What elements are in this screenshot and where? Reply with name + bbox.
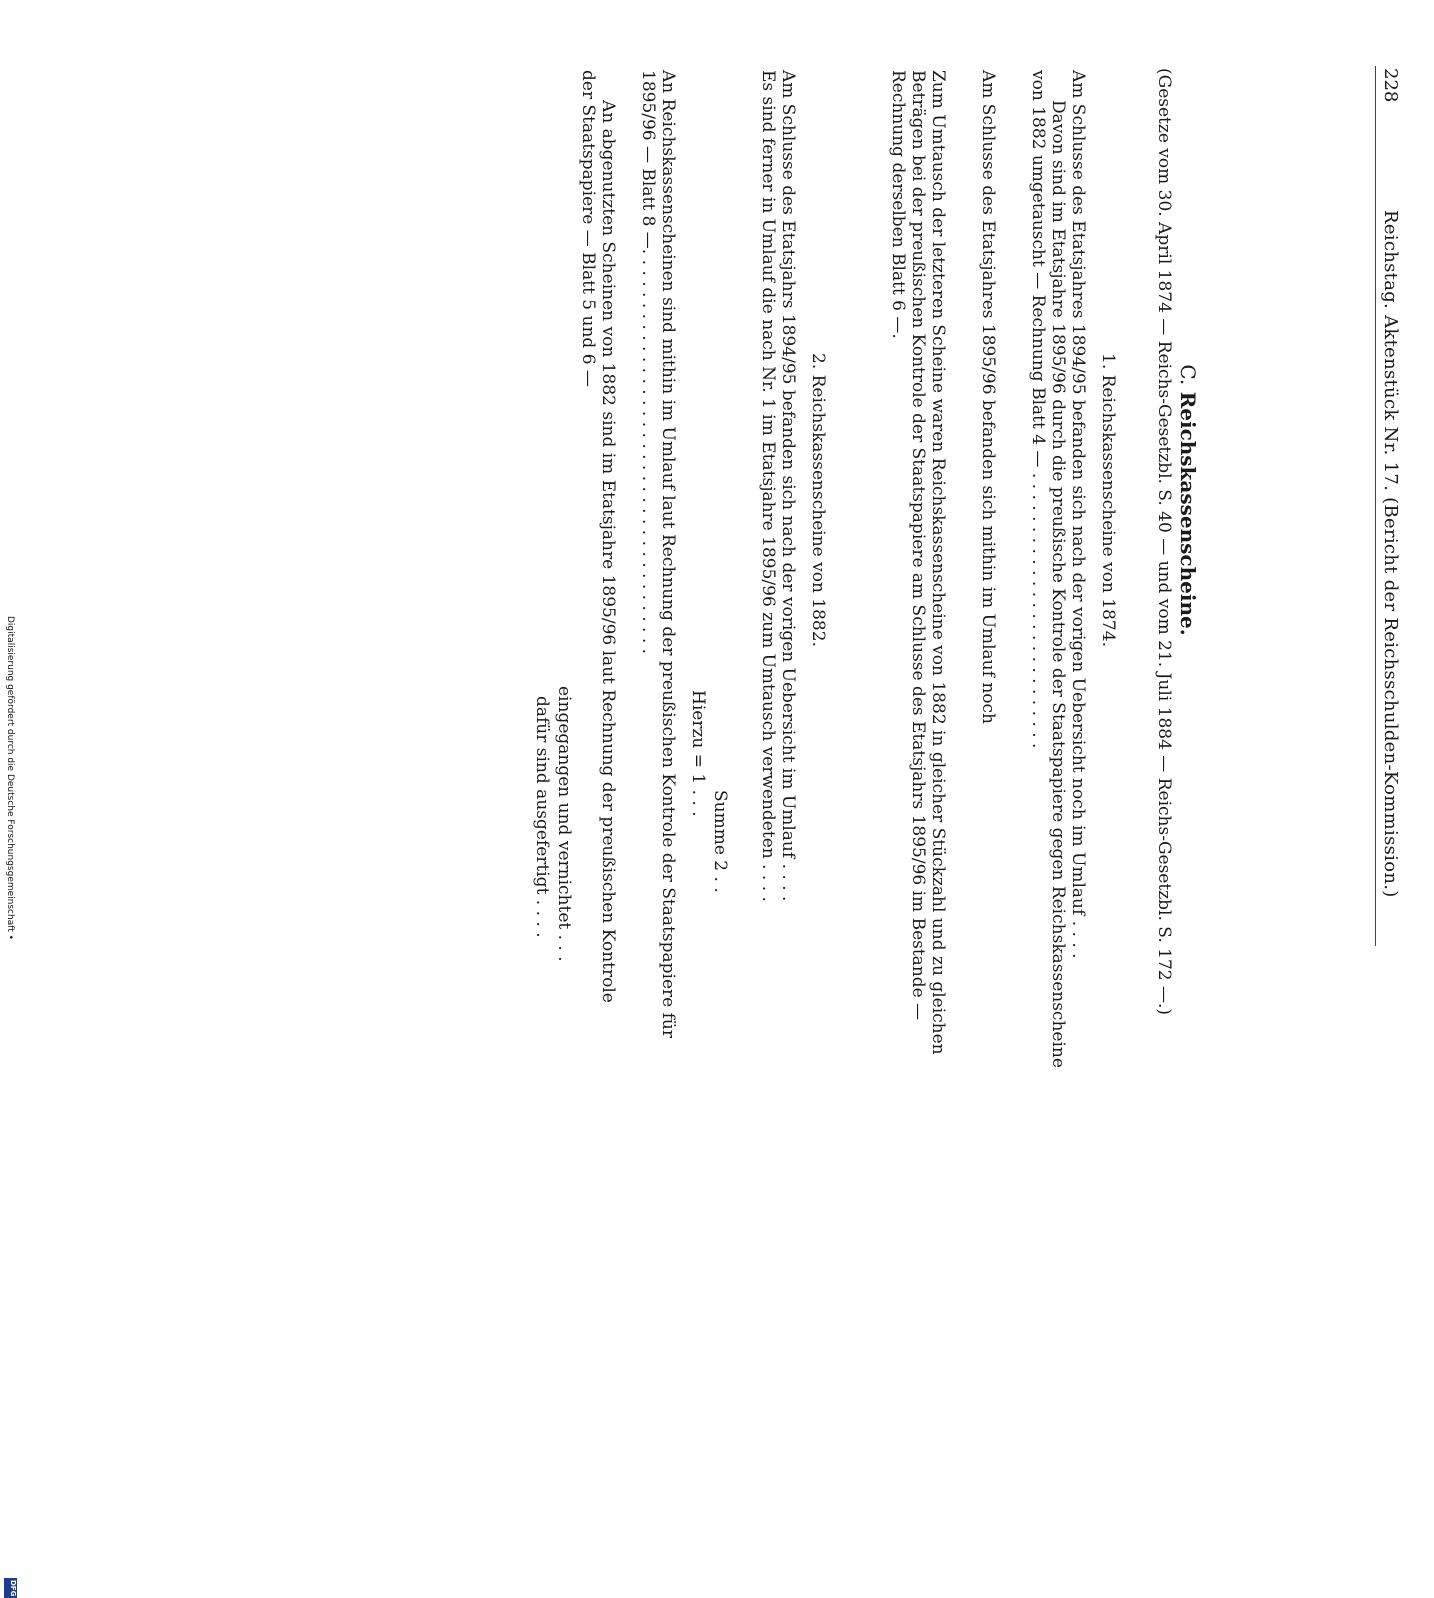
part2-heading: 2. Reichskassenscheine von 1882. <box>808 353 828 647</box>
part2-ausgefertigt: dafür sind ausgefertigt . . . . <box>532 696 552 938</box>
part2-hierzu: Hierzu = 1 . . . <box>688 690 708 817</box>
section-laws: (Gesetze vom 30. April 1874 — Reichs-Gesetzbl. S. 40 — und vom 21. Juli 1884 — Reichs-Gesetzbl. S. 172 —.) <box>1154 68 1174 1016</box>
digitization-footer <box>3 610 17 1597</box>
part1-para-4b: Beträgen bei der preußischen Kontrole der Staatspapiere am Schlusse des Etatsjahrs 1895/96 im Bestande — <box>908 70 928 1021</box>
header-rule <box>1375 66 1376 946</box>
section-title: Reichskassenscheine. <box>1176 391 1200 636</box>
part2-eingegangen: eingegangen und vernichtet . . . <box>554 686 574 962</box>
running-title: Reichstag. Aktenstück Nr. 17. (Bericht der Reichsschulden-Kommission.) <box>1380 210 1401 898</box>
section-heading <box>1178 0 1198 1000</box>
part2-para-1: Am Schlusse des Etatsjahrs 1894/95 befanden sich nach der vorigen Uebersicht im Umlauf . . . . <box>778 70 798 902</box>
footer-credit: Digitalisierung gefördert durch die Deutsche Forschungsgemeinschaft • <box>5 616 15 940</box>
part2-summe: Summe 2 . . <box>710 790 730 893</box>
part2-para-4a: An abgenutzten Scheinen von 1882 sind im Etatsjahre 1895/96 laut Rechnung der preußischen Kontrole <box>598 100 618 1003</box>
part1-para-4a: Zum Umtausch der letzteren Scheine waren Reichskassenscheine von 1882 in gleicher Stückzahl und zu gleichen <box>928 70 948 1055</box>
part1-para-2a: Davon sind im Etatsjahre 1895/96 durch die preußische Kontrole der Staatspapiere gegen Reichskassenscheine <box>1048 100 1068 1068</box>
part2-para-4b: der Staatspapiere — Blatt 5 und 6 — <box>578 70 598 387</box>
part1-para-4c: Rechnung derselben Blatt 6 —. <box>888 70 908 339</box>
part2-para-2: Es sind ferner in Umlauf die nach Nr. 1 im Etatsjahre 1895/96 zum Umtausch verwendeten . . . . <box>758 70 778 902</box>
dfg-logo: DFG <box>4 1578 17 1598</box>
part2-para-3a: An Reichskassenscheinen sind mithin im Umlauf laut Rechnung der preußischen Kontrole der Staatspapiere für <box>658 70 678 1038</box>
part1-para-1: Am Schlusse des Etatsjahres 1894/95 befanden sich nach der vorigen Uebersicht noch im Umlauf . . . . <box>1068 70 1088 959</box>
part1-para-3: Am Schlusse des Etatsjahres 1895/96 befanden sich mithin im Umlauf noch <box>978 70 998 724</box>
section-letter: C. <box>1176 364 1200 386</box>
part1-heading: 1. Reichskassenscheine von 1874. <box>1098 353 1118 647</box>
page-number: 228 <box>1380 68 1401 103</box>
part1-para-2b: von 1882 umgetauscht — Rechnung Blatt 4 — . . . . . . . . . . . . . . . . . . . . . . . . . . <box>1028 70 1048 749</box>
part2-para-3b: 1895/96 — Blatt 8 —. . . . . . . . . . . . . . . . . . . . . . . . . . . . . . . . . . . . . . <box>638 70 658 655</box>
